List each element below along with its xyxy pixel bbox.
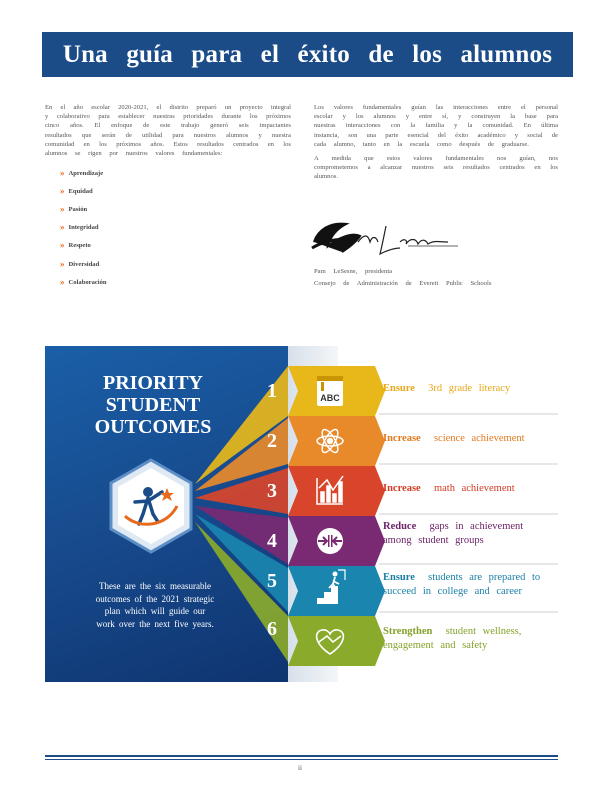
value-item: » Integridad <box>60 222 99 233</box>
chevron-icon: » <box>60 258 65 269</box>
signer-name: Pam LeSesne, presidenta <box>314 268 393 275</box>
value-item: » Respeto <box>60 240 91 251</box>
footer-rule-thin <box>45 759 558 760</box>
outcome-number: 4 <box>267 530 277 552</box>
signature-image <box>308 212 468 262</box>
page-number: ii <box>298 764 302 772</box>
chevron-icon: » <box>60 185 65 196</box>
outcome-text-1: Ensure 3rd grade literacy <box>383 383 511 394</box>
arrow-band-2 <box>288 416 385 466</box>
value-item: » Pasión <box>60 204 88 215</box>
outcome-text-5: Ensure students are prepared to succeed in college and career <box>383 572 541 597</box>
value-item: » Colaboración <box>60 276 107 287</box>
chevron-icon: » <box>60 167 65 178</box>
value-item: » Aprendizaje <box>60 167 104 178</box>
outcome-text-6: Strengthen student wellness, engagement and safety <box>383 626 522 651</box>
outcome-number: 1 <box>267 380 277 402</box>
outcome-text-3: Increase math achievement <box>383 483 515 494</box>
core-values-list <box>60 164 291 291</box>
value-item: » Diversidad <box>60 258 100 269</box>
svg-text:ABC: ABC <box>320 393 340 403</box>
chevron-icon: » <box>60 222 65 233</box>
intro-paragraph: En el año escolar 2020-2021, el distrito preparó un proyecto integral y colaborativo para establecer nuestras prioridades durante los próximos cinco años. El enfoque de este trabajo generó seis impactantes resultados que serán de utilidad para nuestros alumnos y nuestra comunidad en los próximos años. Estos resultados centrados en los alumnos se rigen por nuestros valores fundamentales: <box>45 104 291 158</box>
infographic-caption: These are the six measurable outcomes of the 2021 strategic plan which will guide our work over the next five years. <box>95 581 215 629</box>
gap-arrows-icon <box>317 528 343 554</box>
chevron-icon: » <box>60 240 65 251</box>
outcome-number: 2 <box>267 430 277 452</box>
values-paragraph: Los valores fundamentales guían las interacciones entre el personal escolar y los alumnos y entre sí, y construyen la base para nuestras interacciones con la familia y la comunidad. En última instancia, son una parte esencial del éxito académico y social de cada alumno, tanto en la escuela como después de graduarse. <box>314 104 558 148</box>
value-item: » Equidad <box>60 185 93 196</box>
book-abc-icon <box>317 376 343 406</box>
chevron-icon: » <box>60 276 65 287</box>
signer-title: Consejo de Administración de Everett Public Schools <box>314 280 492 287</box>
outcome-text-4: Reduce gaps in achievement among student groups <box>383 521 524 546</box>
chevron-icon: » <box>60 204 65 215</box>
page-title: Una guía para el éxito de los alumnos <box>62 40 553 68</box>
outcome-number: 5 <box>267 570 277 592</box>
arrow-band-6 <box>288 616 385 666</box>
priority-outcomes-infographic <box>45 346 558 682</box>
infographic-title: PRIORITY STUDENT OUTCOMES <box>94 372 212 438</box>
outcome-number: 3 <box>267 480 277 502</box>
title-banner <box>42 32 573 77</box>
right-column <box>314 103 558 187</box>
arrow-band-3 <box>288 466 385 516</box>
outcome-number: 6 <box>267 618 277 640</box>
commitment-paragraph: A medida que estos valores fundamentales nos guían, nos comprometemos a alcanzar nuestros seis resultados centrados en los alumnos. <box>314 155 558 181</box>
outcome-text-2: Increase science achievement <box>383 433 525 444</box>
signer-block <box>314 266 554 290</box>
footer-rule <box>45 755 558 757</box>
left-column <box>45 103 291 292</box>
